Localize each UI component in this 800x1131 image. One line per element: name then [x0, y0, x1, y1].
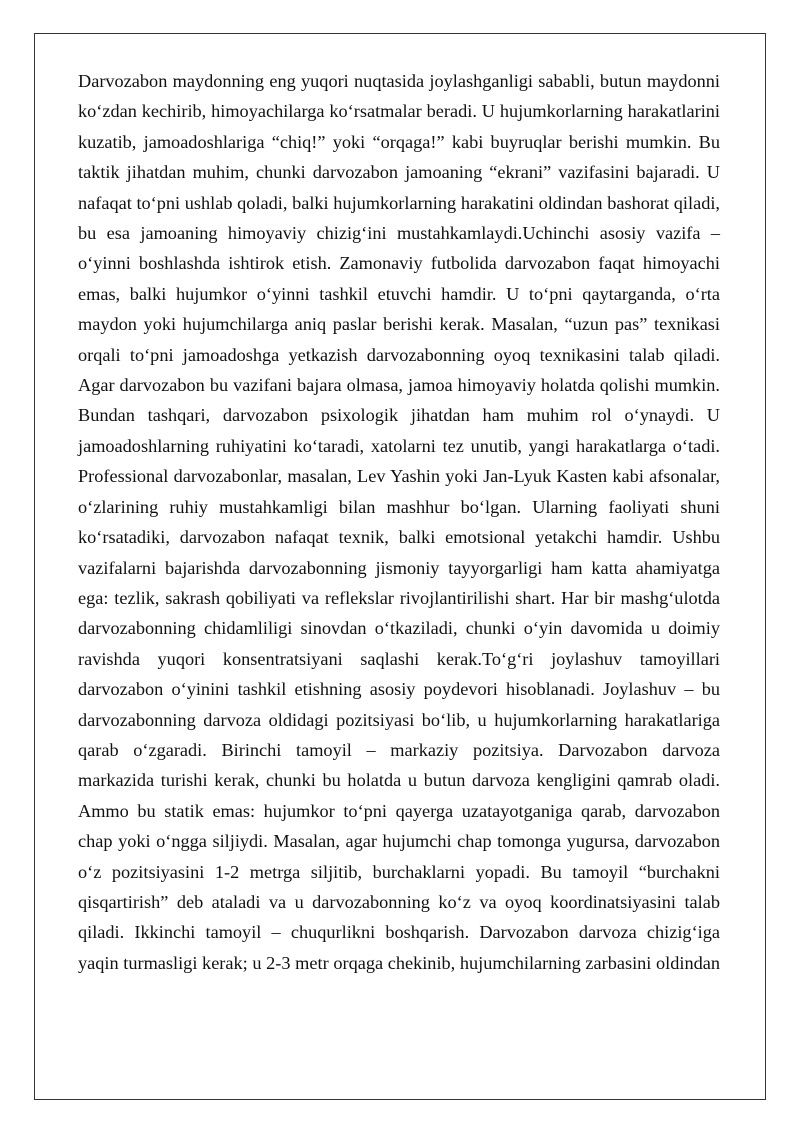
- body-text: [78, 66, 720, 978]
- paragraph: Darvozabon maydonning eng yuqori nuqtasida joylashganligi sababli, butun maydonni ko‘zdan kechirib, himoyachilarga ko‘rsatmalar beradi. U hujumkorlarning harakatlarini kuzatib, jamoadoshlariga “chiq!” yoki “orqaga!” kabi buyruqlar berishi mumkin. Bu taktik jihatdan muhim, chunki darvozabon jamoaning “ekrani” vazifasini bajaradi. U nafaqat to‘pni ushlab qoladi, balki hujumkorlarning harakatini oldindan bashorat qiladi, bu esa jamoaning himoyaviy chizig‘ini mustahkamlaydi.Uchinchi asosiy vazifa – o‘yinni boshlashda ishtirok etish. Zamonaviy futbolida darvozabon faqat himoyachi emas, balki hujumkor o‘yinni tashkil etuvchi hamdir. U to‘pni qaytarganda, o‘rta maydon yoki hujumchilarga aniq paslar berishi kerak. Masalan, “uzun pas” texnikasi orqali to‘pni jamoadoshga yetkazish darvozabonning oyoq texnikasini talab qiladi. Agar darvozabon bu vazifani bajara olmasa, jamoa himoyaviy holatda qolishi mumkin. Bundan tashqari, darvozabon psixologik jihatdan ham muhim rol o‘ynaydi. U jamoadoshlarning ruhiyatini ko‘taradi, xatolarni tez unutib, yangi harakatlarga o‘tadi. Professional darvozabonlar, masalan, Lev Yashin yoki Jan-Lyuk Kasten kabi afsonalar, o‘zlarining ruhiy mustahkamligi bilan mashhur bo‘lgan. Ularning faoliyati shuni ko‘rsatadiki, darvozabon nafaqat texnik, balki emotsional yetakchi hamdir. Ushbu vazifalarni bajarishda darvozabonning jismoniy tayyorgarligi ham katta ahamiyatga ega: tezlik, sakrash qobiliyati va reflekslar rivojlantirilishi shart. Har bir mashg‘ulotda darvozabonning chidamliligi sinovdan o‘tkaziladi, chunki o‘yin davomida u doimiy ravishda yuqori konsentratsiyani saqlashi kerak.To‘g‘ri joylashuv tamoyillari darvozabon o‘yinini tashkil etishning asosiy poydevori hisoblanadi. Joylashuv – bu darvozabonning darvoza oldidagi pozitsiyasi bo‘lib, u hujumkorlarning harakatlariga qarab o‘zgaradi. Birinchi tamoyil – markaziy pozitsiya. Darvozabon darvoza markazida turishi kerak, chunki bu holatda u butun darvoza kengligini qamrab oladi. Ammo bu statik emas: hujumkor to‘pni qayerga uzatayotganiga qarab, darvozabon chap yoki o‘ngga siljiydi. Masalan, agar hujumchi chap tomonga yugursa, darvozabon o‘z pozitsiyasini 1-2 metrga siljitib, burchaklarni yopadi. Bu tamoyil “burchakni qisqartirish” deb ataladi va u darvozabonning ko‘z va oyoq koordinatsiyasini talab qiladi. Ikkinchi tamoyil – chuqurlikni boshqarish. Darvozabon darvoza chizig‘iga yaqin turmasligi kerak; u 2-3 metr orqaga chekinib, hujumchilarning zarbasini oldindan: [78, 71, 720, 973]
